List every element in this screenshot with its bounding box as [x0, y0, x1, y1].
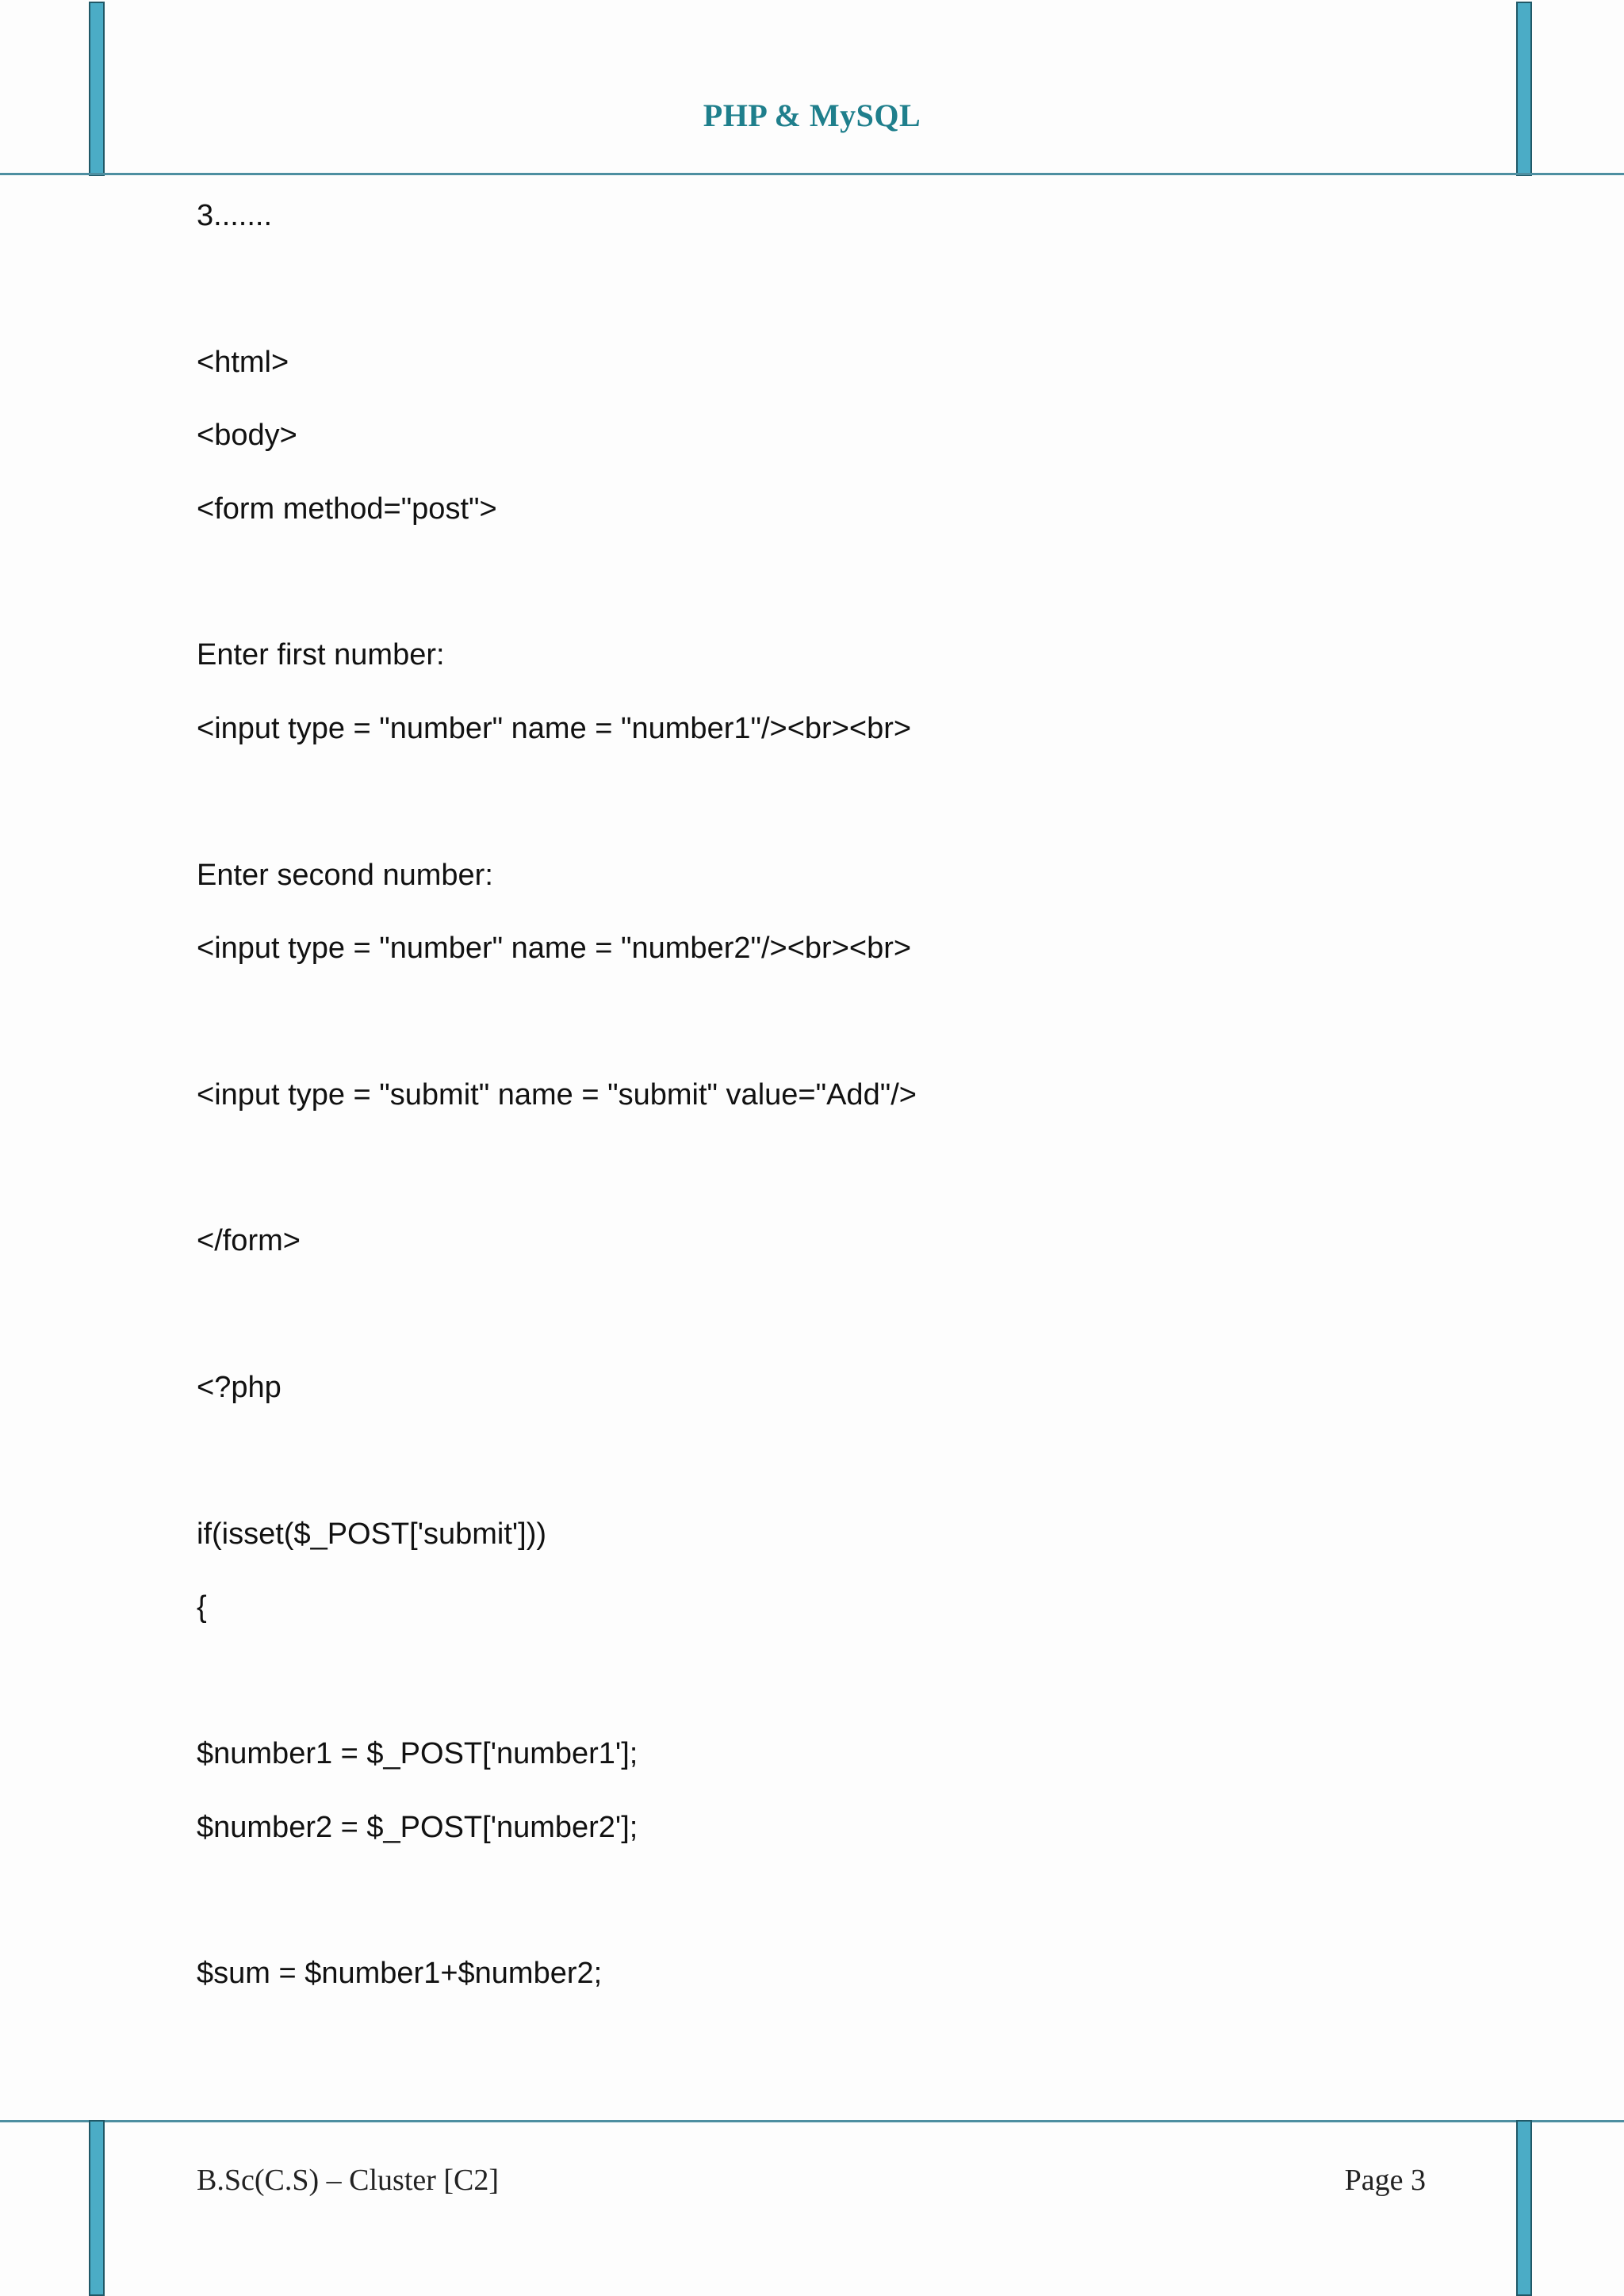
code-line [197, 783, 1465, 855]
code-line: { [197, 1590, 207, 1624]
code-line: Enter first number: [197, 638, 445, 672]
code-line [197, 1295, 1465, 1368]
code-line: <body> [197, 419, 297, 453]
footer-right-accent-bar [1516, 2120, 1532, 2296]
code-line: <html> [197, 345, 289, 379]
footer-course-label: B.Sc(C.S) – Cluster [C2] [197, 2164, 500, 2197]
header-right-accent-bar [1516, 2, 1532, 176]
code-line [197, 1662, 1465, 1735]
code-line: $sum = $number1+$number2; [197, 1957, 603, 1991]
header-left-accent-bar [89, 2, 105, 176]
code-line: <input type = "number" name = "number1"/><br><br> [197, 711, 912, 745]
code-line: $number1 = $_POST['number1']; [197, 1737, 638, 1771]
code-line [197, 1002, 1465, 1075]
page-header-title: PHP & MySQL [703, 98, 921, 133]
code-line: $number2 = $_POST['number2']; [197, 1810, 638, 1844]
code-line [197, 563, 1465, 636]
code-line: <form method="post"> [197, 492, 497, 526]
footer-page-number: Page 3 [1344, 2164, 1426, 2197]
code-line [197, 1149, 1465, 1222]
header-divider [0, 173, 1624, 175]
code-line [197, 270, 1465, 342]
footer-left-accent-bar [89, 2120, 105, 2296]
code-line: if(isset($_POST['submit'])) [197, 1517, 547, 1552]
code-line: <input type = "number" name = "number2"/><br><br> [197, 931, 912, 965]
code-line: </form> [197, 1224, 301, 1258]
code-listing [197, 197, 1465, 2028]
code-line: 3....... [197, 199, 273, 232]
code-line: Enter second number: [197, 858, 493, 892]
code-line: <?php [197, 1371, 282, 1405]
code-line: <input type = "submit" name = "submit" value="Add"/> [197, 1077, 917, 1112]
code-line [197, 1881, 1465, 1954]
footer-divider [0, 2120, 1624, 2122]
code-line [197, 1442, 1465, 1515]
